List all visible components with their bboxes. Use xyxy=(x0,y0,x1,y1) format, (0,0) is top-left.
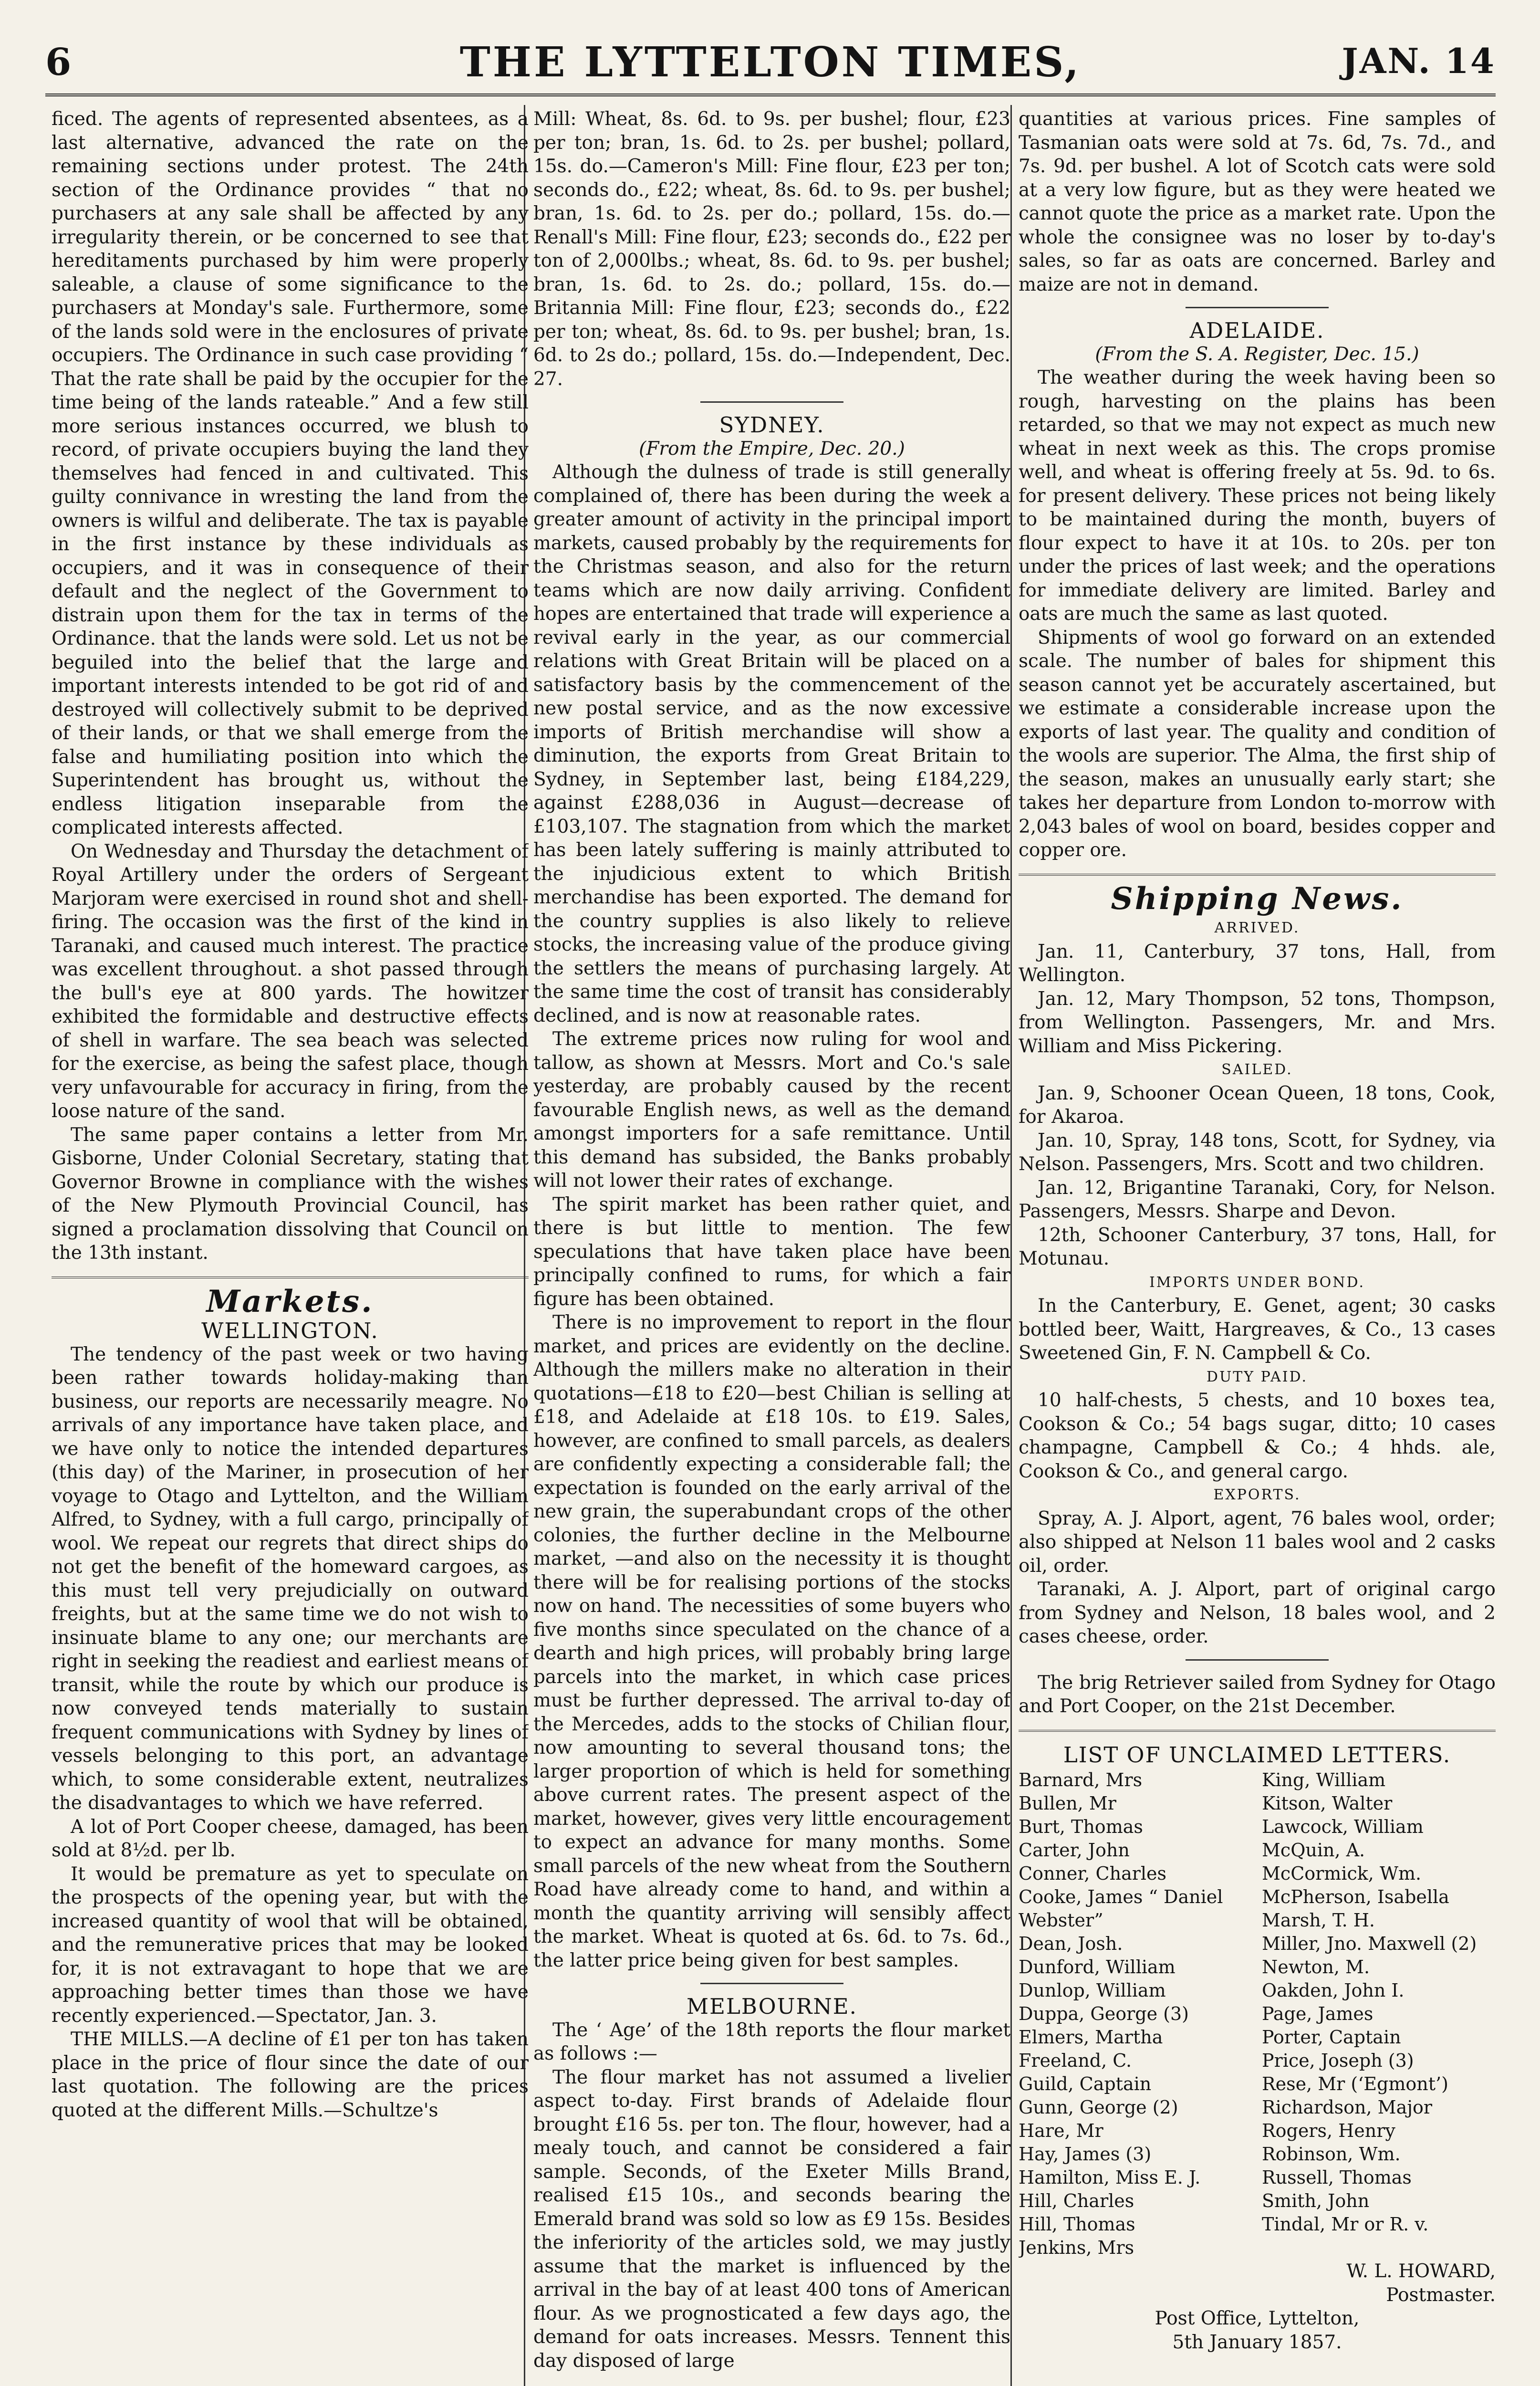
article-paragraph: Although the dulness of trade is still generally complained of, there has been during the week a greater amount of activity in the principal import markets, caused probably by the requirements for the Christmas season, and also for the return teams which are now daily arriving. Confident hopes are entertained that trade will experience a revival early in the year, as our commercial relations with Great Britain will be placed on a satisfactory basis by the commencement of the new postal service, and as the now excessive imports of British merchandise will show a diminution, the exports from Great Britain to Sydney, in September last, being £184,229, against £288,036 in August—decrease of £103,107. The stagnation from which the market has been lately suffering is mainly attributed to the injudicious extent to which British merchandise has been exported. The demand for the country supplies is also likely to relieve stocks, the increasing value of the produce giving the settlers the means of purchasing largely. At the same time the cost of transit has considerably declined, and is now at reasonable rates. xyxy=(533,461,1010,1026)
article-paragraph: The spirit market has been rather quiet, and there is but little to mention. The few speculations that have taken place have been principally confined to rums, for which a fair figure has been obtained. xyxy=(533,1193,1010,1310)
article-paragraph: THE MILLS.—A decline of £1 per ton has taken place in the price of flour since the date of our last quotation. The following are the prices quoted at the different Mills.—Schultze's xyxy=(52,2029,529,2121)
section-rule xyxy=(1186,1659,1329,1661)
section-rule xyxy=(700,401,843,403)
letter-column-left xyxy=(1019,1769,1252,2260)
article-paragraph: The same paper contains a letter from Mr. Gisborne, Under Colonial Secretary, stating that Governor Browne in compliance with the wishes of the New Plymouth Provincial Council, has signed a proclamation dissolving that Council on the 13th instant. xyxy=(52,1124,529,1264)
postmaster-name: W. L. HOWARD, xyxy=(1346,2260,1496,2282)
list-item: Price, Joseph (3) xyxy=(1262,2050,1414,2071)
shipping-entry: Jan. 11, Canterbury, 37 tons, Hall, from Wellington. xyxy=(1019,941,1496,986)
section-rule xyxy=(1186,307,1329,308)
shipping-entry: Taranaki, A. J. Alport, part of original cargo from Sydney and Nelson, 18 bales wool, and 2 cases cheese, order. xyxy=(1019,1579,1496,1647)
paper-title: THE LYTTELTON TIMES, xyxy=(459,38,1082,86)
article-paragraph: The extreme prices now ruling for wool and tallow, as shown at Messrs. Mort and Co.'s sale yesterday, are probably caused by the recent favourable English news, as well as the demand amongst importers for a safe remittance. Until this demand has subsided, the Banks probably will not lower their rates of exchange. xyxy=(533,1028,1010,1192)
post-office-line: Post Office, Lyttelton, xyxy=(1155,2308,1360,2329)
column-1 xyxy=(52,107,529,2379)
list-item: Gunn, George (2) xyxy=(1019,2097,1178,2118)
list-item: Hay, James (3) xyxy=(1019,2144,1152,2165)
article-paragraph: On Wednesday and Thursday the detachment of Royal Artillery under the orders of Sergeant Marjoram were exercised in round shot and shell-firing. The occasion was the first of the kind in Taranaki, and caused much interest. The practice was excellent throughout. a shot passed through the bull's eye at 800 yards. The howitzer exhibited the formidable and destructive effects of shell in warfare. The sea beach was selected for the exercise, as being the safest place, though very unfavourable for accuracy in firing, from the loose nature of the sand. xyxy=(52,840,529,1122)
article-paragraph: ficed. The agents of represented absentees, as a last alternative, advanced the rate on the remaining sections under protest. The 24th section of the Ordinance provides “ that no purchasers at any sale shall be affected by any irregularity therein, or be concerned to see that hereditaments purchased by him were properly saleable, a clause of some significance to the purchasers at Monday's sale. Furthermore, some of the lands sold were in the enclosures of private occupiers. The Ordinance in such case providing “ That the rate shall be paid by the occupier for the time being of the lands rateable.” And a few still more serious instances occurred, we blush to record, of private occupiers buying the land they themselves had fenced in and cultivated. This guilty connivance in wresting the land from the owners is wilful and deliberate. The tax is payable in the first instance by these individuals as occupiers, and it was in consequence of their default and the neglect of the Government to distrain upon them for the tax in terms of the Ordinance. that the lands were sold. Let us not be beguiled into the belief that the large and important interests intended to be got rid of and destroyed will collectively submit to be deprived of their lands, or that we shall emerge from the false and humiliating position into which the Superintendent has brought us, without the endless litigation inseparable from the complicated interests affected. xyxy=(52,108,529,838)
list-item: McCormick, Wm. xyxy=(1262,1863,1422,1884)
list-item: Bullen, Mr xyxy=(1019,1793,1116,1814)
wellington-heading: WELLINGTON. xyxy=(201,1318,379,1343)
postmaster-title: Postmaster. xyxy=(1386,2284,1496,2306)
list-item: Rogers, Henry xyxy=(1262,2120,1395,2141)
sydney-heading: SYDNEY. xyxy=(719,412,825,438)
masthead xyxy=(45,14,1496,86)
list-item: King, William xyxy=(1262,1769,1386,1790)
unclaimed-letters-list xyxy=(1019,1769,1496,2260)
article-paragraph: It would be premature as yet to speculate on the prospects of the opening year, but with the increased quantity of wool that will be obtained, and the remunerative prices that may be looked for, it is not extravagant to hope that we are approaching better times than those we have recently experienced.—Spectator, Jan. 3. xyxy=(52,1863,529,2027)
letter-column-right xyxy=(1262,1769,1496,2260)
list-item: Hill, Thomas xyxy=(1019,2214,1135,2235)
section-rule xyxy=(700,1983,843,1984)
sailed-label: SAILED. xyxy=(1221,1061,1293,1078)
shipping-entry: 12th, Schooner Canterbury, 37 tons, Hall, for Motunau. xyxy=(1019,1224,1496,1269)
list-item: Oakden, John I. xyxy=(1262,1980,1405,2001)
list-item: Porter, Captain xyxy=(1262,2027,1401,2048)
column-3 xyxy=(1019,107,1496,2386)
imports-bond-label: IMPORTS UNDER BOND. xyxy=(1149,1274,1365,1291)
list-item: Duppa, George (3) xyxy=(1019,2003,1189,2024)
shipping-entry: 10 half-chests, 5 chests, and 10 boxes tea, Cookson & Co.; 54 bags sugar, ditto; 10 cases champagne, Campbell & Co.; 4 hhds. ale, Cookson & Co., and general cargo. xyxy=(1019,1390,1496,1482)
melbourne-heading: MELBOURNE. xyxy=(687,1994,857,2019)
list-item: Hare, Mr xyxy=(1019,2120,1103,2141)
post-date-line: 5th January 1857. xyxy=(1172,2331,1342,2353)
shipping-entry: Jan. 10, Spray, 148 tons, Scott, for Sydney, via Nelson. Passengers, Mrs. Scott and two children. xyxy=(1019,1130,1496,1175)
list-item: Hill, Charles xyxy=(1019,2190,1134,2211)
list-item: Robinson, Wm. xyxy=(1262,2144,1401,2165)
list-item: Dunford, William xyxy=(1019,1957,1176,1978)
arrived-label: ARRIVED. xyxy=(1214,920,1300,936)
list-item: Hamilton, Miss E. J. xyxy=(1019,2167,1201,2188)
article-paragraph: Mill: Wheat, 8s. 6d. to 9s. per bushel; flour, £23 per ton; bran, 1s. 6d. to 2s. per bushel; pollard, 15s. do.—Cameron's Mill: Fine flour, £23 per ton; seconds do., £22; wheat, 8s. 6d. to 9s. per bushel; bran, 1s. 6d. to 2s. per do.; pollard, 15s. do.—Renall's Mill: Fine flour, £23; seconds do., £22 per ton of 2,000lbs.; wheat, 8s. 6d. to 9s. per bushel; bran, 1s. 6d. to 2s. do.; pollard, 15s. do.—Britannia Mill: Fine flour, £23; seconds do., £22 per ton; wheat, 8s. 6d. to 9s. per bushel; bran, 1s. 6d. to 2s do.; pollard, 15s. do.—Independent, Dec. 27. xyxy=(533,108,1010,390)
article-paragraph: The tendency of the past week or two having been rather towards holiday-making than business, our reports are necessarily meagre. No arrivals of any importance have taken place, and we have only to notice the intended departures (this day) of the Mariner, in prosecution of her voyage to Otago and Lyttelton, and the William Alfred, to Sydney, with a full cargo, principally of wool. We repeat our regrets that direct ships do not get the benefit of the homeward cargoes, as this must tell very prejudicially on outward freights, but at the same time we do not wish to insinuate blame to any one; our merchants are right in seeking the readiest and earliest means of transit, while the route by which our produce is now conveyed tends materially to sustain frequent communications with Sydney by lines of vessels belonging to this port, an advantage which, to some considerable extent, neutralizes the disadvantages to which we have referred. xyxy=(52,1343,529,1814)
list-item: Rese, Mr (‘Egmont’) xyxy=(1262,2073,1448,2094)
section-rule xyxy=(52,1277,529,1278)
list-item: Dean, Josh. xyxy=(1019,1933,1123,1954)
list-item: Newton, M. xyxy=(1262,1957,1370,1978)
list-item: Jenkins, Mrs xyxy=(1019,2237,1134,2258)
page-number: 6 xyxy=(45,41,72,84)
shipping-note: The brig Retriever sailed from Sydney for Otago and Port Cooper, on the 21st December. xyxy=(1019,1672,1496,1717)
list-item: Conner, Charles xyxy=(1019,1863,1167,1884)
article-paragraph: There is no improvement to report in the flour market, and prices are evidently on the decline. Although the millers make no alteration in their quotations—£18 to £20—best Chilian is selling at £18, and Adelaide at £18 10s. to £19. Sales, however, are confined to small parcels, as dealers are confidently expecting a considerable fall; the expectation is founded on the early arrival of the new grain, the superabundant crops of the other colonies, the further decline in the Melbourne market, —and also on the necessity it is thought there will be for realising portions of the stocks now on hand. The necessities of some buyers who five months since speculated on the chance of a dearth and high prices, will probably bring large parcels into the market, in which case prices must be further depressed. The arrival to-day of the Mercedes, adds to the stocks of Chilian flour, now amounting to several thousand tons; the larger proportion of which is held for something above current rates. The present aspect of the market, however, gives very little encouragement to expect an advance for many months. Some small parcels of the new wheat from the Southern Road have already come to hand, and within a month the quantity arriving will sensibly affect the market. Wheat is quoted at 6s. 6d. to 7s. 6d., the latter price being given for best samples. xyxy=(533,1312,1010,1971)
list-item: Burt, Thomas xyxy=(1019,1816,1143,1837)
column-2 xyxy=(533,107,1010,2386)
shipping-entry: In the Canterbury, E. Genet, agent; 30 casks bottled beer, Waitt, Hargreaves, & Co., 13 cases Sweetened Gin, F. N. Campbell & Co. xyxy=(1019,1295,1496,1364)
article-paragraph: The weather during the week having been so rough, harvesting on the plains has been retarded, so that we may not expect as much new wheat in next week as this. The crops promise well, and wheat is offering freely at 5s. 9d. to 6s. for present delivery. These prices not being likely to be maintained during the month, buyers of flour expect to have it at 10s. to 20s. per ton under the prices of last week; and the operations for immediate delivery are limited. Barley and oats are much the same as last quoted. xyxy=(1019,367,1496,625)
article-paragraph: The flour market has not assumed a livelier aspect to-day. First brands of Adelaide flour brought £16 5s. per ton. The flour, however, had a mealy touch, and cannot be considered a fair sample. Seconds, of the Exeter Mills Brand, realised £15 10s., and seconds bearing the Emerald brand was sold so low as £9 15s. Besides the inferiority of the articles sold, we may justly assume that the market is influenced by the arrival in the bay of at least 400 tons of American flour. As we prognosticated a few days ago, the demand for oats increases. Messrs. Tennent this day disposed of large xyxy=(533,2066,1010,2372)
article-paragraph: A lot of Port Cooper cheese, damaged, has been sold at 8½d. per lb. xyxy=(52,1816,529,1861)
issue-date: JAN. 14 xyxy=(1342,41,1496,81)
list-item: Carter, John xyxy=(1019,1840,1130,1861)
shipping-entry: Jan. 12, Brigantine Taranaki, Cory, for Nelson. Passengers, Messrs. Sharpe and Devon. xyxy=(1019,1177,1496,1222)
section-rule xyxy=(1019,1730,1496,1732)
list-item: Marsh, T. H. xyxy=(1262,1910,1375,1931)
list-item: Miller, Jno. Maxwell (2) xyxy=(1262,1933,1477,1954)
article-paragraph: quantities at various prices. Fine samples of Tasmanian oats were sold at 7s. 6d, 7s. 7d., and 7s. 9d. per bushel. A lot of Scotch cats were sold at a very low figure, but as they were heated we cannot quote the price as a market rate. Upon the whole the consignee was no loser by to-day's sales, so far as oats are concerned. Barley and maize are not in demand. xyxy=(1019,108,1496,295)
shipping-entry: Jan. 12, Mary Thompson, 52 tons, Thompson, from Wellington. Passengers, Mr. and Mrs. William and Miss Pickering. xyxy=(1019,988,1496,1057)
list-item: Kitson, Walter xyxy=(1262,1793,1393,1814)
list-item: McQuin, A. xyxy=(1262,1840,1365,1861)
list-item: Elmers, Martha xyxy=(1019,2027,1163,2048)
list-item: Tindal, Mr or R. v. xyxy=(1262,2214,1429,2235)
shipping-heading: Shipping News. xyxy=(1111,880,1404,917)
adelaide-source: (From the S. A. Register, Dec. 15.) xyxy=(1095,343,1419,365)
shipping-entry: Jan. 9, Schooner Ocean Queen, 18 tons, Cook, for Akaroa. xyxy=(1019,1082,1496,1128)
masthead-rule xyxy=(45,94,1496,96)
exports-label: EXPORTS. xyxy=(1213,1486,1301,1503)
list-item: Lawcock, William xyxy=(1262,1816,1424,1837)
markets-heading: Markets. xyxy=(206,1283,374,1319)
sydney-source: (From the Empire, Dec. 20.) xyxy=(639,438,905,460)
section-rule xyxy=(1019,874,1496,876)
shipping-entry: Spray, A. J. Alport, agent, 76 bales wool, order; also shipped at Nelson 11 bales wool and 2 casks oil, order. xyxy=(1019,1507,1496,1577)
list-item: Webster” xyxy=(1019,1910,1103,1931)
duty-paid-label: DUTY PAID. xyxy=(1206,1368,1308,1385)
article-paragraph: The ‘ Age’ of the 18th reports the flour market as follows :— xyxy=(533,2019,1010,2064)
list-item: Guild, Captain xyxy=(1019,2073,1152,2094)
column-divider xyxy=(1010,105,1012,2386)
article-paragraph: Shipments of wool go forward on an extended scale. The number of bales for shipment this season cannot yet be accurately ascertained, but we estimate a considerable increase upon the exports of last year. The quality and condition of the wools are superior. The Alma, the first ship of the season, makes an unusually early start; she takes her departure from London to-morrow with 2,043 bales of wool on board, besides copper and copper ore. xyxy=(1019,627,1496,861)
list-item: Barnard, Mrs xyxy=(1019,1769,1143,1790)
list-item: Freeland, C. xyxy=(1019,2050,1132,2071)
adelaide-heading: ADELAIDE. xyxy=(1189,318,1325,343)
letters-heading: LIST OF UNCLAIMED LETTERS. xyxy=(1063,1742,1451,1768)
list-item: Richardson, Major xyxy=(1262,2097,1433,2118)
list-item: Russell, Thomas xyxy=(1262,2167,1412,2188)
list-item: Dunlop, William xyxy=(1019,1980,1166,2001)
list-item: Cooke, James “ Daniel xyxy=(1019,1886,1223,1907)
list-item: Page, James xyxy=(1262,2003,1374,2024)
list-item: Smith, John xyxy=(1262,2190,1370,2211)
list-item: McPherson, Isabella xyxy=(1262,1886,1449,1907)
